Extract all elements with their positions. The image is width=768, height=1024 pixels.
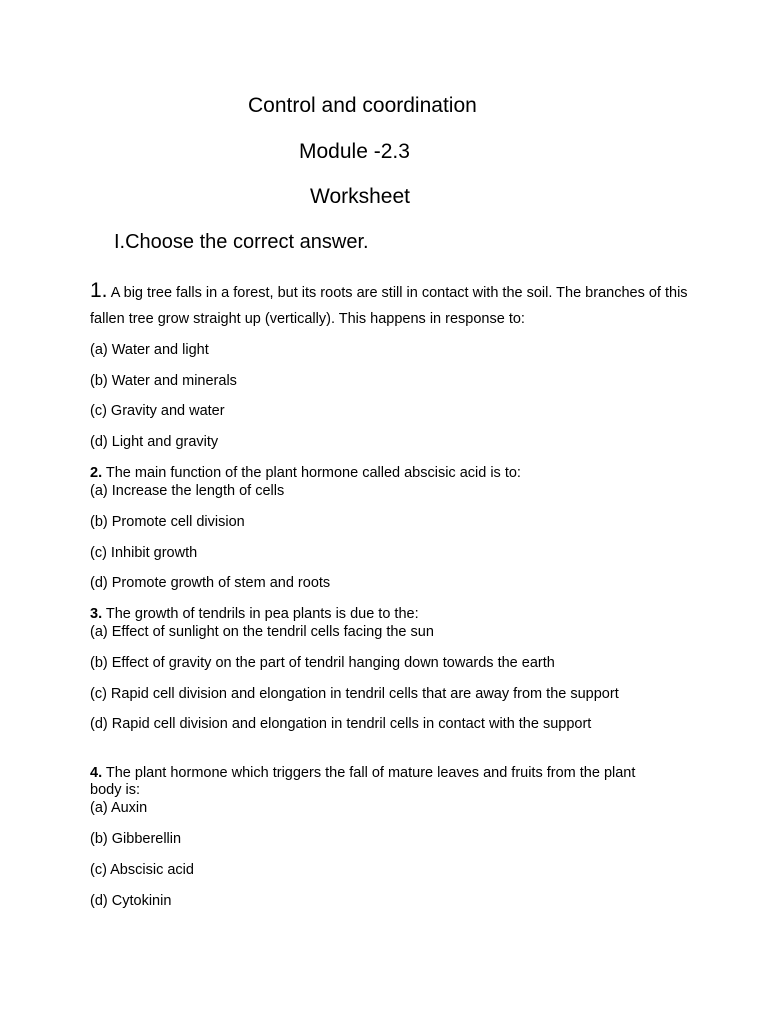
question-body: A big tree falls in a forest, but its roots are still in contact with the soil. The branches of this fallen tree grow straight up (vertically). This happens in response to: (90, 285, 688, 327)
option-a: (a) Auxin (90, 800, 148, 816)
option-b: (b) Promote cell division (90, 514, 245, 530)
question-text (90, 765, 670, 799)
question-body: The main function of the plant hormone called abscisic acid is to: (105, 465, 521, 481)
question-number: 2. (90, 465, 103, 481)
option-c: (c) Rapid cell division and elongation in tendril cells that are away from the support (90, 686, 619, 702)
question-text (90, 606, 690, 623)
option-d: (d) Light and gravity (90, 434, 219, 450)
option-d: (d) Promote growth of stem and roots (90, 575, 331, 591)
question-text (90, 278, 690, 332)
option-c: (c) Inhibit growth (90, 545, 198, 561)
worksheet-label: Worksheet (310, 185, 410, 208)
option-c: (c) Gravity and water (90, 403, 225, 419)
question-1 (90, 278, 690, 332)
option-d: (d) Rapid cell division and elongation in tendril cells in contact with the support (90, 716, 592, 732)
question-body: The plant hormone which triggers the fall of mature leaves and fruits from the plant body is: (90, 765, 636, 798)
option-c: (c) Abscisic acid (90, 862, 194, 878)
question-3 (90, 606, 690, 623)
option-a: (a) Effect of sunlight on the tendril cells facing the sun (90, 624, 434, 640)
option-b: (b) Gibberellin (90, 831, 182, 847)
question-number: 4. (90, 765, 103, 781)
option-a: (a) Increase the length of cells (90, 483, 285, 499)
question-number: 3. (90, 606, 103, 622)
module-label: Module -2.3 (299, 140, 410, 163)
question-number: 1. (90, 279, 108, 302)
document-title: Control and coordination (248, 94, 477, 117)
question-2 (90, 465, 690, 482)
instruction-heading: I.Choose the correct answer. (114, 231, 369, 253)
option-b: (b) Water and minerals (90, 373, 237, 389)
question-body: The growth of tendrils in pea plants is due to the: (105, 606, 419, 622)
option-d: (d) Cytokinin (90, 893, 172, 909)
question-4 (90, 765, 670, 799)
question-text (90, 465, 690, 482)
option-a: (a) Water and light (90, 342, 209, 358)
option-b: (b) Effect of gravity on the part of tendril hanging down towards the earth (90, 655, 555, 671)
